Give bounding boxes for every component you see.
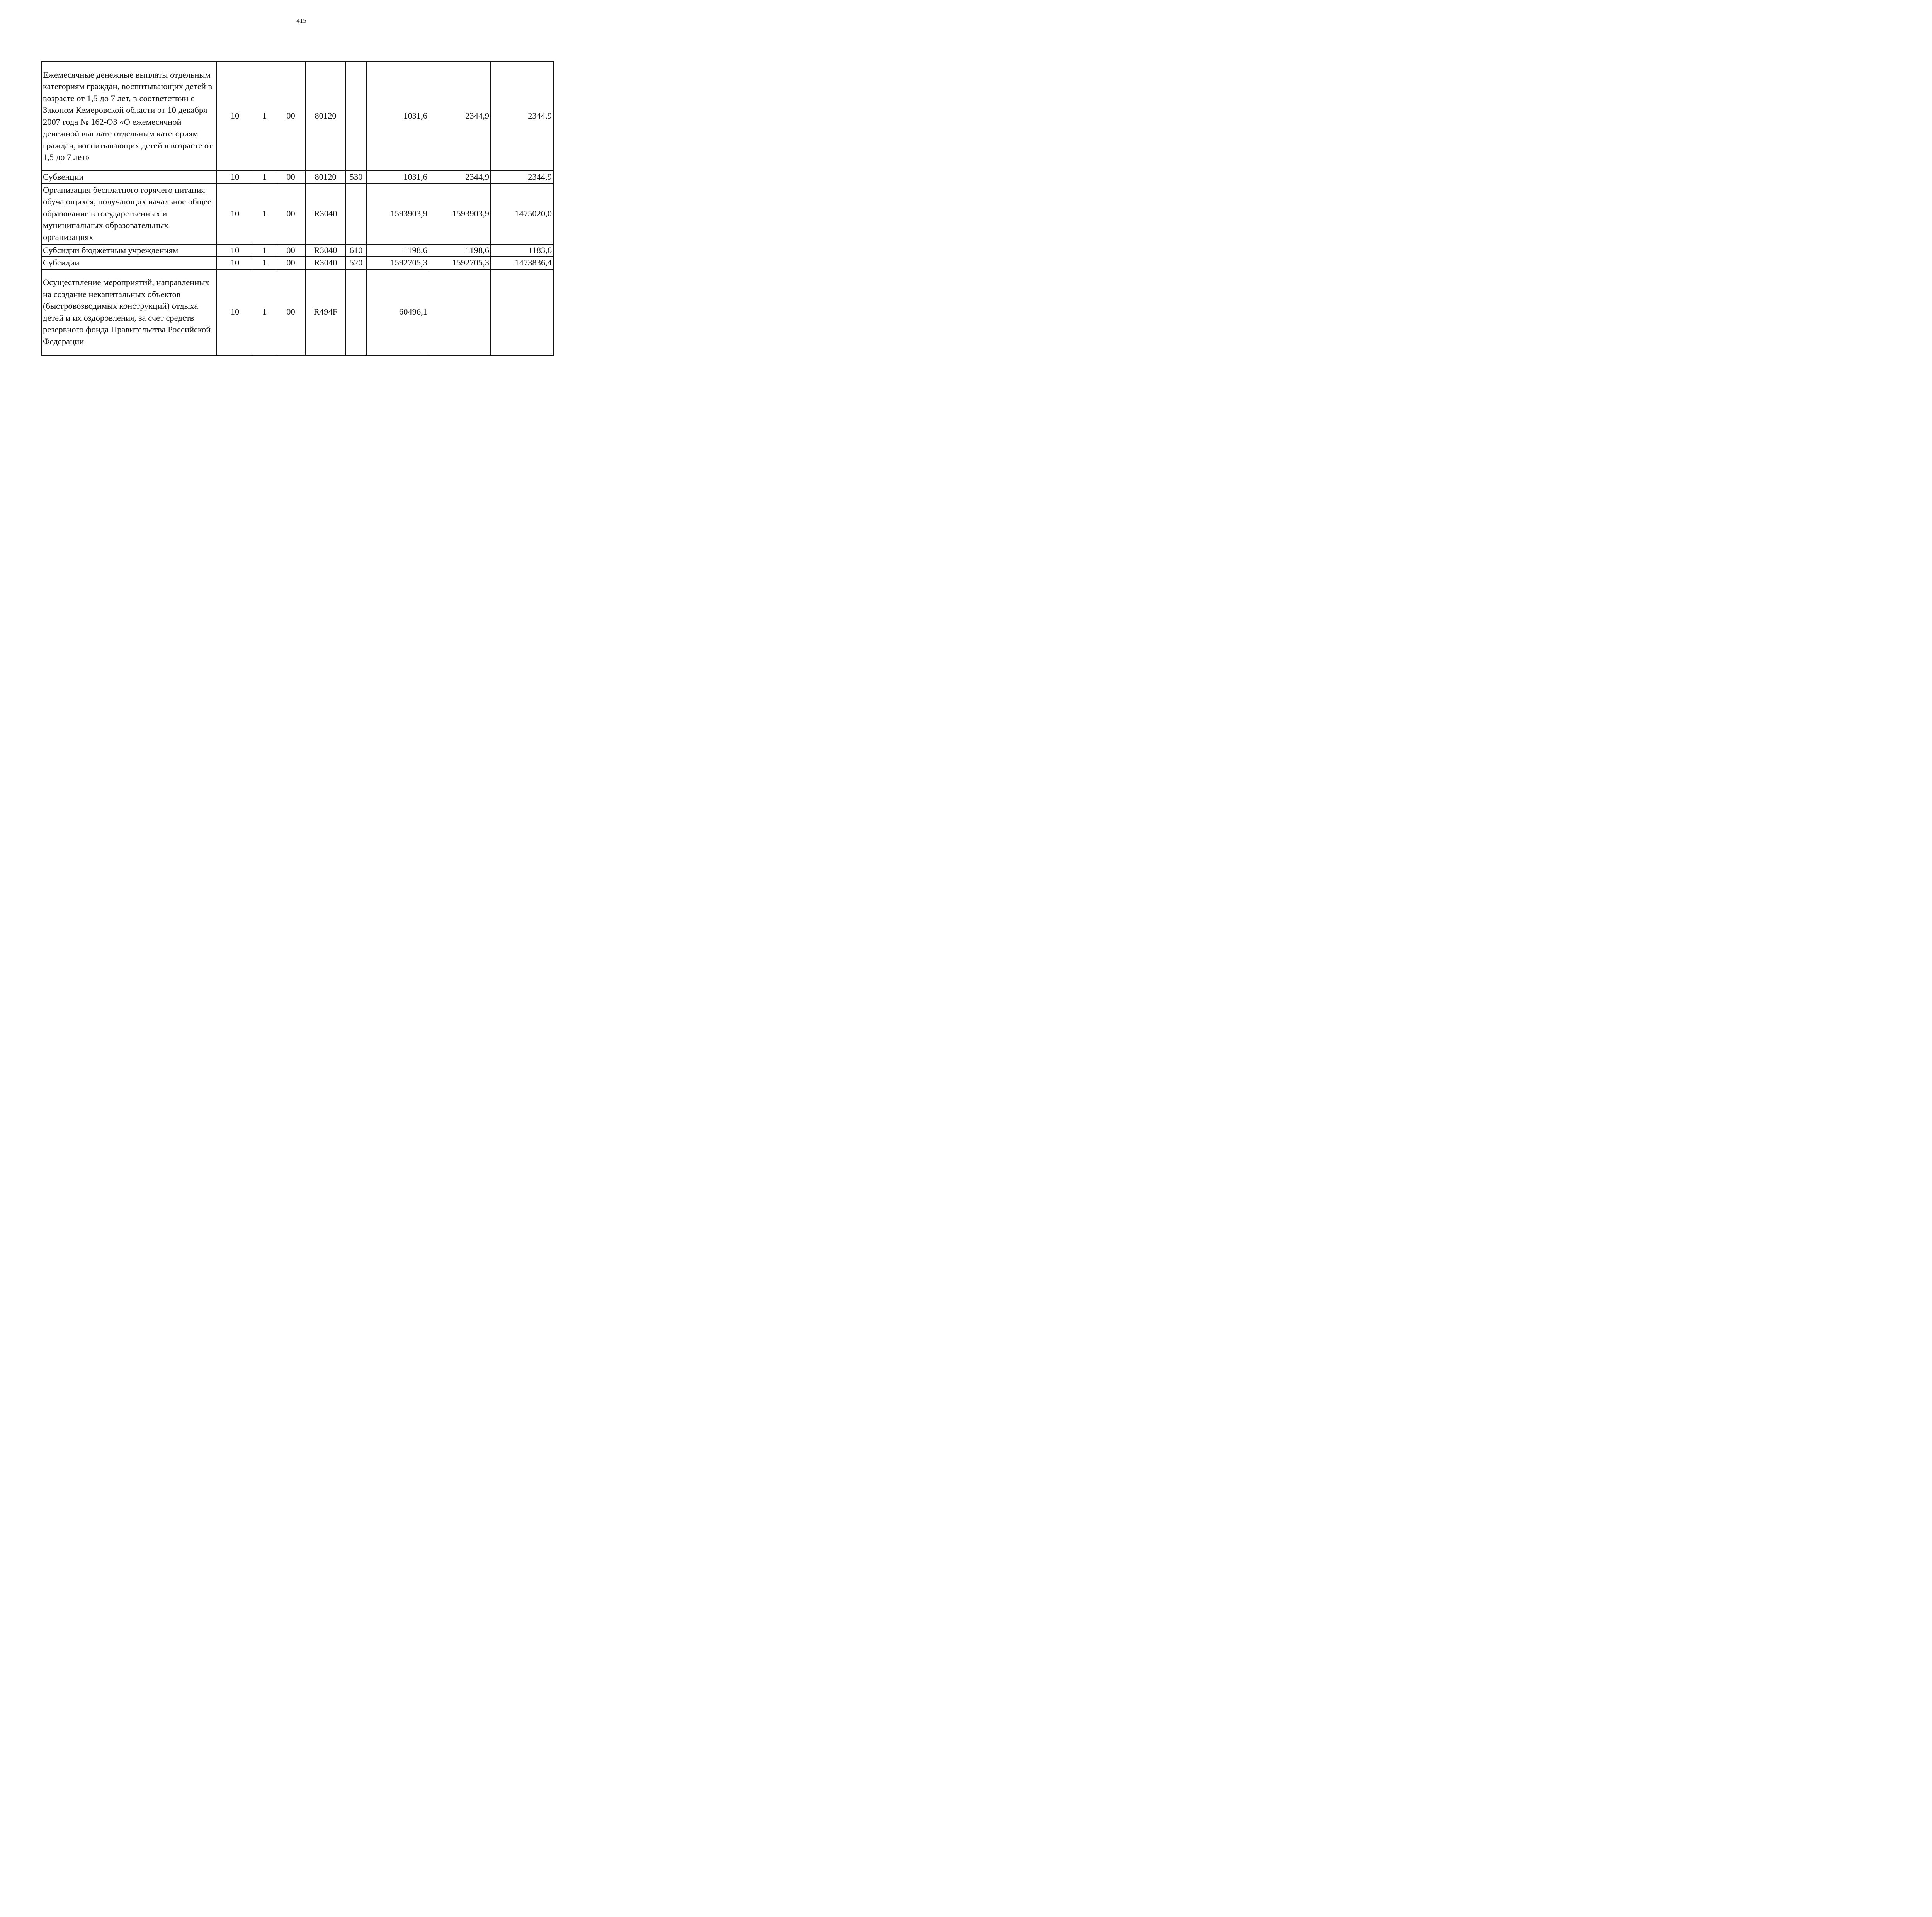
row-name: Субсидии бюджетным учреждениям bbox=[41, 244, 217, 257]
subprogram-code: 00 bbox=[276, 244, 306, 257]
subprogram-code: 00 bbox=[276, 257, 306, 269]
direction-code: R3040 bbox=[306, 257, 345, 269]
amount-year-2: 1593903,9 bbox=[429, 184, 491, 244]
section-code: 10 bbox=[217, 61, 253, 171]
amount-year-3 bbox=[491, 269, 553, 355]
target-type-code: 1 bbox=[253, 184, 276, 244]
section-code: 10 bbox=[217, 269, 253, 355]
expense-type-code bbox=[345, 61, 367, 171]
amount-year-3: 2344,9 bbox=[491, 171, 553, 184]
amount-year-1: 1198,6 bbox=[367, 244, 429, 257]
amount-year-2: 2344,9 bbox=[429, 171, 491, 184]
expense-type-code: 530 bbox=[345, 171, 367, 184]
expense-type-code bbox=[345, 184, 367, 244]
section-code: 10 bbox=[217, 244, 253, 257]
table-row bbox=[41, 269, 553, 355]
target-type-code: 1 bbox=[253, 244, 276, 257]
amount-year-3: 1473836,4 bbox=[491, 257, 553, 269]
direction-code: 80120 bbox=[306, 171, 345, 184]
budget-table bbox=[41, 61, 554, 356]
expense-type-code: 520 bbox=[345, 257, 367, 269]
section-code: 10 bbox=[217, 171, 253, 184]
expense-type-code bbox=[345, 269, 367, 355]
subprogram-code: 00 bbox=[276, 61, 306, 171]
amount-year-1: 1031,6 bbox=[367, 61, 429, 171]
amount-year-3: 2344,9 bbox=[491, 61, 553, 171]
target-type-code: 1 bbox=[253, 257, 276, 269]
subprogram-code: 00 bbox=[276, 269, 306, 355]
section-code: 10 bbox=[217, 257, 253, 269]
page-number: 415 bbox=[296, 17, 306, 24]
subprogram-code: 00 bbox=[276, 184, 306, 244]
row-name: Осуществление мероприятий, направленных на создание некапитальных объектов (быстровозводимых конструкций) отдыха детей и их оздоровления, за счет средств резервного фонда Правительства Российской Федерации bbox=[41, 269, 217, 355]
amount-year-1: 1592705,3 bbox=[367, 257, 429, 269]
subprogram-code: 00 bbox=[276, 171, 306, 184]
direction-code: 80120 bbox=[306, 61, 345, 171]
table-row bbox=[41, 257, 553, 269]
amount-year-1: 1031,6 bbox=[367, 171, 429, 184]
row-name: Организация бесплатного горячего питания обучающихся, получающих начальное общее образование в государственных и муниципальных образовательных организациях bbox=[41, 184, 217, 244]
table-row bbox=[41, 61, 553, 171]
amount-year-2: 1198,6 bbox=[429, 244, 491, 257]
amount-year-1: 60496,1 bbox=[367, 269, 429, 355]
direction-code: R3040 bbox=[306, 244, 345, 257]
amount-year-3: 1183,6 bbox=[491, 244, 553, 257]
row-name: Субсидии bbox=[41, 257, 217, 269]
row-name: Субвенции bbox=[41, 171, 217, 184]
direction-code: R3040 bbox=[306, 184, 345, 244]
table-row bbox=[41, 171, 553, 184]
target-type-code: 1 bbox=[253, 171, 276, 184]
target-type-code: 1 bbox=[253, 61, 276, 171]
amount-year-3: 1475020,0 bbox=[491, 184, 553, 244]
row-name: Ежемесячные денежные выплаты отдельным категориям граждан, воспитывающих детей в возрасте от 1,5 до 7 лет, в соответствии с Законом Кемеровской области от 10 декабря 2007 года № 162-ОЗ «О ежемесячной денежной выплате отдельным категориям граждан, воспитывающих детей в возрасте от 1,5 до 7 лет» bbox=[41, 61, 217, 171]
amount-year-1: 1593903,9 bbox=[367, 184, 429, 244]
table-row bbox=[41, 244, 553, 257]
expense-type-code: 610 bbox=[345, 244, 367, 257]
table-row bbox=[41, 184, 553, 244]
direction-code: R494F bbox=[306, 269, 345, 355]
target-type-code: 1 bbox=[253, 269, 276, 355]
amount-year-2: 1592705,3 bbox=[429, 257, 491, 269]
amount-year-2: 2344,9 bbox=[429, 61, 491, 171]
amount-year-2 bbox=[429, 269, 491, 355]
section-code: 10 bbox=[217, 184, 253, 244]
